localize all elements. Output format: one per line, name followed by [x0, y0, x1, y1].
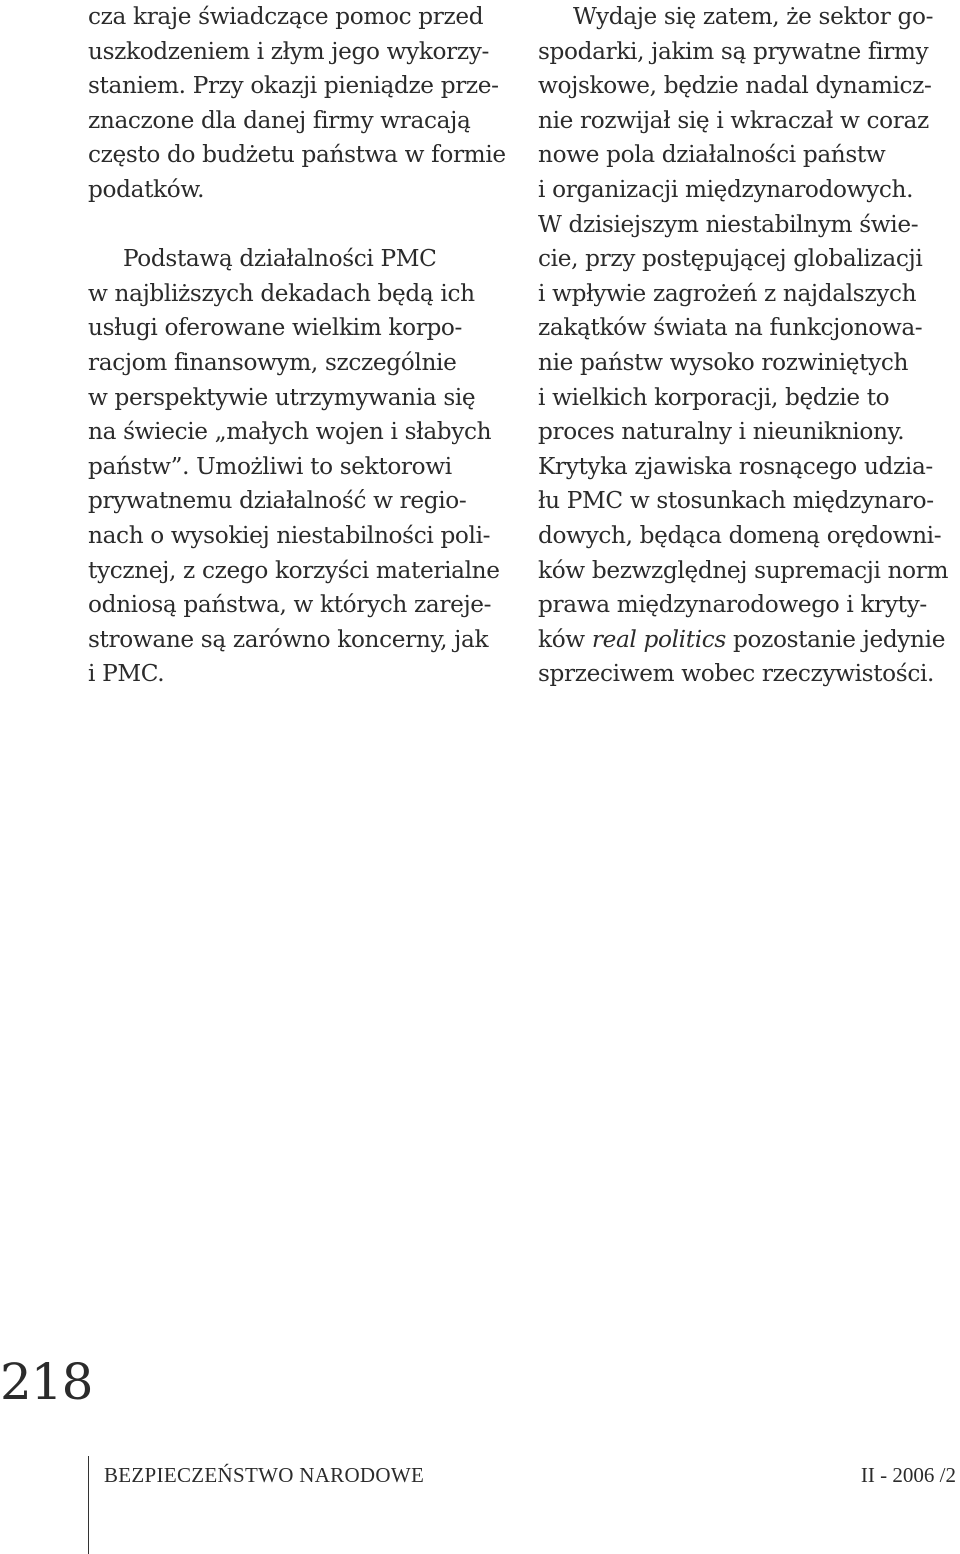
text-line: prywatnemu działalność w regio-: [88, 487, 467, 515]
text-line: nowe pola działalności państw: [538, 141, 886, 169]
text-line: cza kraje świadczące pomoc przed: [88, 3, 484, 30]
footer-issue: II - 2006 /2: [860, 1463, 956, 1487]
italic-term: real politics: [591, 625, 726, 653]
text-line: podatków.: [88, 175, 205, 203]
text-line: nach o wysokiej niestabilności poli-: [88, 521, 491, 549]
paragraph-spacer: [88, 208, 528, 243]
text-line: państw”. Umożliwi to sektorowi: [88, 452, 452, 480]
text-line: odniosą państwa, w których zareje-: [88, 591, 492, 619]
text-line: i wielkich korporacji, będzie to: [538, 383, 890, 411]
text-line: wojskowe, będzie nadal dynamicz-: [538, 72, 932, 100]
text-line: Wydaje się zatem, że sektor go-: [573, 3, 934, 30]
footer-journal-title: BEZPIECZEŃSTWO NARODOWE: [104, 1463, 425, 1487]
text-line: znaczone dla danej firmy wracają: [88, 106, 471, 134]
text-line: staniem. Przy okazji pieniądze prze-: [88, 72, 499, 100]
text-line: Podstawą działalności PMC: [123, 245, 437, 273]
text-line: usługi oferowane wielkim korpo-: [88, 314, 463, 342]
text-line: i PMC.: [88, 660, 165, 688]
text-line: i organizacji międzynarodowych.: [538, 175, 914, 203]
text-line: na świecie „małych wojen i słabych: [88, 418, 492, 446]
text-line: strowane są zarówno koncerny, jak: [88, 625, 489, 653]
text-line: [538, 623, 958, 658]
text-line: łu PMC w stosunkach międzynaro-: [538, 487, 934, 515]
text-line: cie, przy postępującej globalizacji: [538, 245, 923, 273]
text-line: i wpływie zagrożeń z najdalszych: [538, 279, 917, 307]
text-line: często do budżetu państwa w formie: [88, 141, 506, 169]
text-fragment: ków: [538, 625, 592, 653]
text-line: spodarki, jakim są prywatne firmy: [538, 37, 929, 65]
text-line: racjom finansowym, szczególnie: [88, 348, 457, 376]
paragraph-3: [538, 0, 958, 692]
text-line: ków bezwzględnej supremacji norm: [538, 556, 949, 584]
text-line: uszkodzeniem i złym jego wykorzy-: [88, 37, 489, 65]
right-column: [538, 0, 958, 692]
paragraph-1: [88, 0, 528, 208]
text-fragment: pozostanie jedynie: [725, 625, 946, 653]
text-line: prawa międzynarodowego i kryty-: [538, 591, 927, 619]
text-line: tycznej, z czego korzyści materialne: [88, 556, 500, 584]
text-line: W dzisiejszym niestabilnym świe-: [538, 210, 919, 238]
text-line: sprzeciwem wobec rzeczywistości.: [538, 660, 935, 688]
text-line: Krytyka zjawiska rosnącego udzia-: [538, 452, 933, 480]
text-line: w najbliższych dekadach będą ich: [88, 279, 475, 307]
footer-divider: [88, 1456, 89, 1554]
text-line: dowych, będąca domeną orędowni-: [538, 521, 942, 549]
left-column: [88, 0, 528, 692]
text-line: proces naturalny i nieunikniony.: [538, 418, 905, 446]
paragraph-2: [88, 242, 528, 692]
text-line: w perspektywie utrzymywania się: [88, 383, 476, 411]
text-line: nie państw wysoko rozwiniętych: [538, 348, 909, 376]
page-number: 218: [0, 1353, 93, 1411]
text-line: zakątków świata na funkcjonowa-: [538, 314, 923, 342]
text-line: nie rozwijał się i wkraczał w coraz: [538, 106, 929, 134]
